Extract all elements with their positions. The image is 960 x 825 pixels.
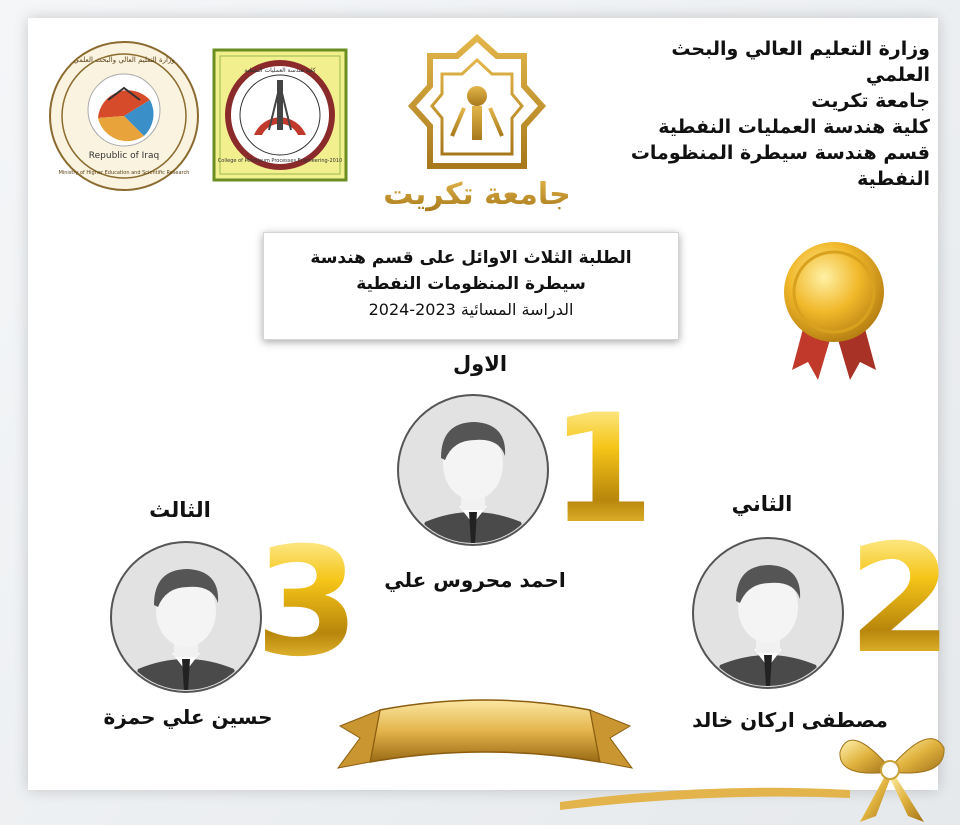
ministry-republic-text: Republic of Iraq [88, 151, 160, 161]
header-line-department-end: النفطية [857, 168, 930, 190]
university-logo-icon [383, 36, 571, 212]
title-box [263, 232, 679, 340]
rank-first-label: الاول [452, 352, 508, 376]
ministry-seal-icon [48, 40, 200, 192]
university-logo-text: جامعة تكريت [383, 177, 571, 212]
rank-second-label: الثاني [731, 492, 793, 516]
header-line-department: قسم هندسة سيطرة المنظومات [630, 142, 930, 164]
ministry-english-text: Ministry of Higher Education and Scientific Research [58, 170, 190, 176]
avatar-third [110, 541, 262, 693]
college-logo-icon [214, 50, 346, 180]
header-text [600, 36, 930, 192]
avatar-first [397, 394, 549, 546]
gold-medal-icon [778, 240, 890, 384]
number-second: 2 [848, 513, 953, 687]
header-line-college: كلية هندسة العمليات النفطية [658, 116, 930, 138]
header-line-ministry: وزارة التعليم العالي والبحث [671, 38, 930, 60]
gold-ribbon-band-icon [560, 782, 850, 812]
number-first: 1 [550, 383, 655, 557]
title-line-1: الطلبة الثلاث الاوائل على قسم هندسة [310, 248, 632, 268]
gold-scroll-banner-icon [330, 690, 640, 790]
ministry-arabic-text: وزارة التعليم العالي والبحث العلمي [73, 56, 175, 64]
header-line-university: جامعة تكريت [811, 90, 930, 112]
header-line-science: العلمي [865, 64, 930, 86]
avatar-second [692, 537, 844, 689]
number-third: 3 [255, 516, 360, 690]
title-line-3: الدراسة المسائية 2023-2024 [368, 300, 574, 319]
name-third: حسين علي حمزة [103, 705, 273, 729]
title-line-2: سيطرة المنظومات النفطية [356, 274, 586, 294]
name-first: احمد محروس علي [384, 568, 566, 592]
name-second: مصطفى اركان خالد [692, 708, 888, 732]
college-logo-text: College of Petroleum Processes Engineering-2010 [217, 158, 343, 164]
college-logo-text-ar: كلية هندسة العمليات النفطية [244, 67, 316, 74]
rank-third-label: الثالث [149, 498, 211, 522]
